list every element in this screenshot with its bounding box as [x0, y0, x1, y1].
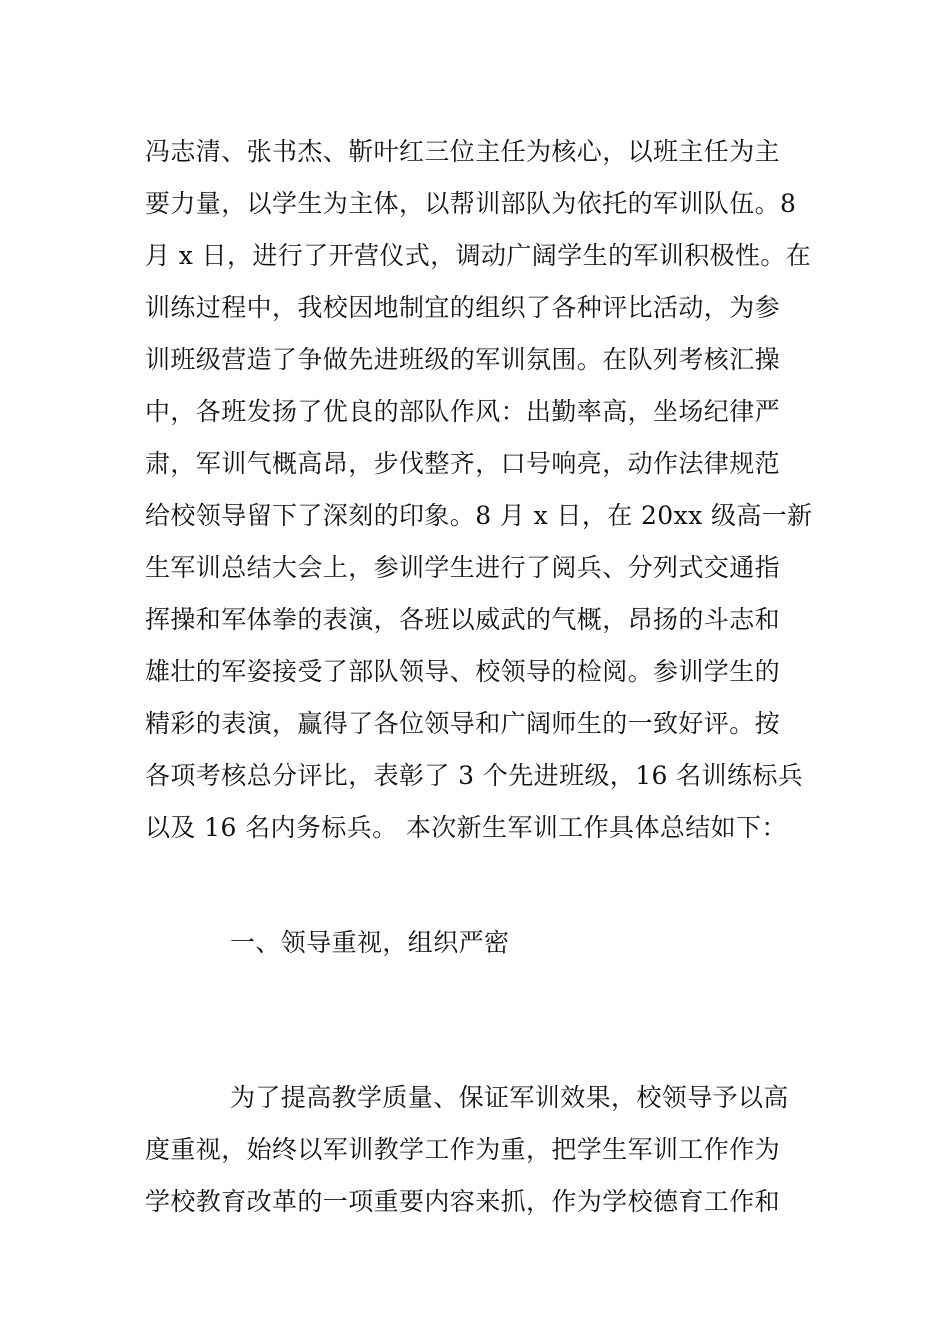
paragraph-line: 各项考核总分评比，表彰了 3 个先进班级，16 名训练标兵: [145, 761, 804, 790]
section-heading: 一、领导重视，组织严密: [230, 928, 510, 957]
paragraph-line: 雄壮的军姿接受了部队领导、校领导的检阅。参训学生的: [145, 657, 781, 686]
paragraph-line: 度重视，始终以军训教学工作为重，把学生军训工作作为: [145, 1135, 781, 1164]
paragraph-line: 生军训总结大会上，参训学生进行了阅兵、分列式交通指: [145, 553, 781, 582]
paragraph-line: 为了提高教学质量、保证军训效果，校领导予以高: [230, 1083, 789, 1112]
paragraph-line: 以及 16 名内务标兵。 本次新生军训工作具体总结如下：: [145, 813, 787, 842]
paragraph-line: 精彩的表演，赢得了各位领导和广阔师生的一致好评。按: [145, 709, 781, 738]
paragraph-line: 中，各班发扬了优良的部队作风：出勤率高，坐场纪律严: [145, 397, 781, 426]
paragraph-line: 学校教育改革的一项重要内容来抓，作为学校德育工作和: [145, 1187, 781, 1216]
paragraph-line: 训练过程中，我校因地制宜的组织了各种评比活动，为参: [145, 293, 781, 322]
paragraph-line: 冯志清、张书杰、靳叶红三位主任为核心，以班主任为主: [145, 137, 781, 166]
paragraph-line: 肃，军训气概高昂，步伐整齐，口号响亮，动作法律规范: [145, 449, 781, 478]
paragraph-line: 训班级营造了争做先进班级的军训氛围。在队列考核汇操: [145, 345, 781, 374]
paragraph-line: 月 x 日，进行了开营仪式，调动广阔学生的军训积极性。在: [145, 241, 812, 270]
paragraph-line: 挥操和军体拳的表演，各班以威武的气概，昂扬的斗志和: [145, 605, 781, 634]
paragraph-line: 要力量，以学生为主体，以帮训部队为依托的军训队伍。8: [145, 189, 797, 218]
paragraph-line: 给校领导留下了深刻的印象。8 月 x 日，在 20xx 级高一新: [145, 501, 813, 530]
